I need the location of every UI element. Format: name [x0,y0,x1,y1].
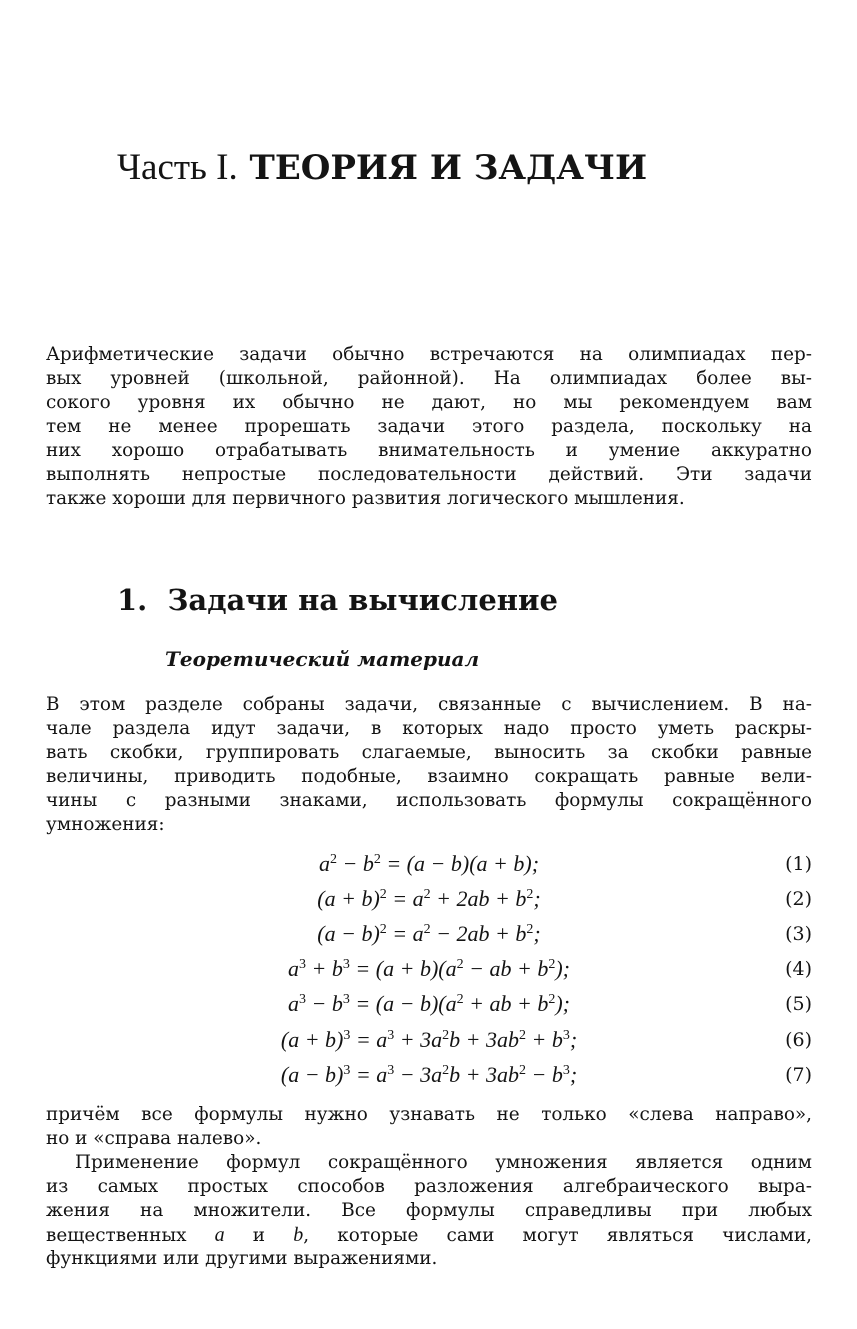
variable-b: b [293,1224,304,1246]
theory-paragraph [46,693,812,837]
variable-a: a [214,1224,225,1246]
formula-number: (3) [785,923,812,945]
formula-row [46,884,812,914]
application-line: функциями или другими выражениями. [46,1248,438,1269]
section-heading [117,582,558,618]
formula: $a^3 - b^3 = (a - b)(a^2$ + ab + $b^2$); [288,991,570,1016]
theory-line: умножения: [46,814,165,835]
intro-paragraph [46,343,812,511]
formula-row [46,849,812,879]
after-formulas-line: но и «справа налево». [46,1128,262,1149]
intro-line: сокого уровня их обычно не дают, но мы рекомендуем вам [46,392,812,413]
word-real: вещественных [46,1225,187,1246]
formula-row [46,919,812,949]
application-line [46,1223,812,1247]
formula-row [46,954,812,984]
formula: $a^3 + b^3 = (a + b)(a^2$ − ab + $b^2$); [288,956,570,981]
intro-line: выполнять непростые последовательности действий. Эти задачи [46,464,812,485]
word-and: и [252,1225,266,1246]
section-title: Задачи на вычисление [167,583,558,617]
application-line: Применение формул сокращённого умножения является одним [75,1152,812,1173]
application-line: жения на множители. Все формулы справедливы при любых [46,1200,812,1221]
theory-line: вать скобки, группировать слагаемые, выносить за скобки равные [46,742,812,763]
application-paragraph [46,1151,812,1271]
formula-number: (7) [785,1064,812,1086]
theory-line: чины с разными знаками, использовать формулы сокращённого [46,790,812,811]
formula: $(a - b)^3 = a^3 - 3a^2b + 3ab^2 - b^3$; [280,1062,578,1087]
theory-line: чале раздела идут задачи, в которых надо просто уметь раскры- [46,718,812,739]
application-line: из самых простых способов разложения алгебраического выра- [46,1176,812,1197]
intro-line: них хорошо отрабатывать внимательность и умение аккуратно [46,440,812,461]
intro-line: вых уровней (школьной, районной). На олимпиадах более вы- [46,368,812,389]
formula-row [46,1025,812,1055]
formula-row [46,989,812,1019]
after-formulas-line: причём все формулы нужно узнавать не только «слева направо», [46,1104,812,1125]
line4-tail: , которые сами могут являться числами, [303,1225,812,1246]
intro-line: также хороши для первичного развития логического мышления. [46,488,685,509]
part-title [117,146,647,189]
after-formulas-paragraph [46,1103,812,1151]
theory-line: В этом разделе собраны задачи, связанные с вычислением. В на- [46,694,812,715]
formula-number: (6) [785,1029,812,1051]
formula-number: (4) [785,958,812,980]
intro-line: тем не менее прорешать задачи этого раздела, поскольку на [46,416,812,437]
intro-line: Арифметические задачи обычно встречаются на олимпиадах пер- [46,344,812,365]
formula: $a^2 - b^2 = (a - b)(a + b)$; [318,851,540,876]
formula: $(a + b)^3 = a^3 + 3a^2b + 3ab^2 + b^3$; [280,1027,578,1052]
formula-number: (5) [785,993,812,1015]
formula: $(a - b)^2 = a^2 - 2ab + b^2$; [317,921,541,946]
formula-number: (2) [785,888,812,910]
theory-line: величины, приводить подобные, взаимно сокращать равные вели- [46,766,812,787]
formula-number: (1) [785,853,812,875]
formula: $(a + b)^2 = a^2 + 2ab + b^2$; [317,886,541,911]
subsection-title: Теоретический материал [165,647,480,671]
section-number: 1. [117,583,148,617]
formula-row [46,1060,812,1090]
part-name: ТЕОРИЯ И ЗАДАЧИ [249,148,648,188]
part-label: Часть I. [117,147,238,188]
